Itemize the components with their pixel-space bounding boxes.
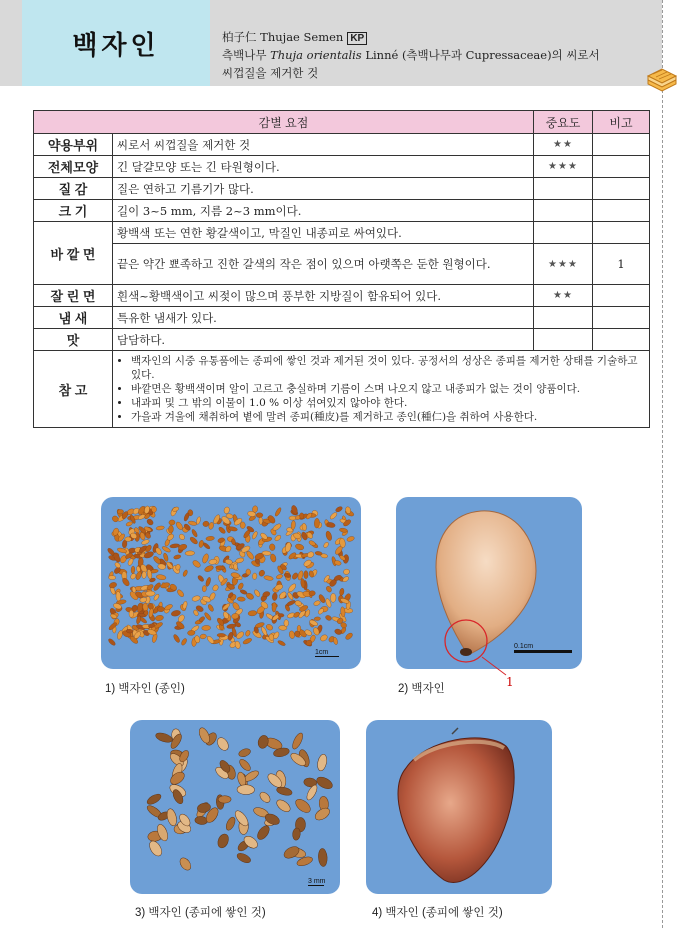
seed-kernel — [151, 506, 157, 512]
row-text: 길이 3~5 mm, 지름 2~3 mm이다. — [113, 200, 534, 222]
table-row — [34, 200, 650, 222]
seed-kernel — [146, 518, 155, 526]
figure-3-scale — [308, 878, 326, 886]
seed-kernel — [182, 569, 188, 577]
seed-with-coat — [195, 816, 208, 825]
seed-kernel — [240, 522, 245, 529]
seeds-with-coat — [130, 720, 340, 894]
seed-kernel — [231, 538, 236, 545]
seed-kernel — [343, 568, 350, 575]
importance-stars: ★★ — [534, 285, 593, 307]
seed-kernel — [252, 505, 258, 512]
seed-kernel — [187, 630, 195, 636]
seed-kernel — [111, 515, 119, 523]
seed-with-coat — [282, 844, 301, 860]
scale-label: 0.1cm — [514, 643, 534, 650]
seed-kernel — [339, 588, 344, 596]
row-note — [593, 222, 650, 244]
seed-kernel — [300, 578, 305, 588]
seed-kernel — [196, 516, 201, 524]
seed-kernel — [323, 541, 330, 548]
callout-number: 1 — [506, 675, 514, 689]
seed-kernel — [217, 633, 226, 637]
row-note — [593, 134, 650, 156]
seed-kernel — [270, 553, 277, 562]
seed-kernel — [295, 543, 305, 551]
seed-kernel — [339, 528, 348, 533]
seed-kernel — [329, 511, 338, 520]
row-text: 씨로서 씨껍질을 제거한 것 — [113, 134, 534, 156]
seed-kernel — [246, 569, 251, 575]
seed-with-coat — [315, 775, 334, 791]
reference-notes — [113, 351, 650, 428]
seed-kernel — [116, 591, 122, 601]
seed-kernel — [248, 610, 257, 616]
figure-1-caption: 1) 백자인 (종인) — [105, 683, 185, 695]
seed-kernel — [235, 630, 245, 639]
seed-kernel — [202, 585, 206, 592]
row-label: 바 깥 면 — [34, 222, 113, 285]
reference-item: • 내과피 및 그 밖의 이물이 1.0 % 이상 섞여있지 않아야 한다. — [131, 396, 643, 410]
seed-kernel — [180, 638, 187, 646]
row-label: 약용부위 — [34, 134, 113, 156]
seed-kernel — [146, 591, 156, 596]
seed-kernel — [189, 536, 199, 545]
row-text: 황백색 또는 연한 황갈색이고, 막질인 내종피로 싸여있다. — [113, 222, 534, 244]
seed-kernel — [231, 572, 241, 579]
seed-kernel — [183, 512, 190, 522]
seed-kernel — [156, 574, 166, 580]
origin-text-2: Linné (측백나무과 Cupressaceae)의 씨로서 — [361, 48, 600, 62]
species-name: Thuja orientalis — [270, 48, 362, 62]
seed-kernel — [291, 572, 299, 580]
seed-kernel — [185, 551, 195, 556]
page-title: 백자인 — [72, 30, 160, 61]
importance-stars — [534, 329, 593, 351]
seed-kernel — [204, 564, 215, 573]
row-note — [593, 156, 650, 178]
seed-kernel — [135, 571, 142, 581]
table-row — [34, 156, 650, 178]
row-note — [593, 329, 650, 351]
seed-kernel — [202, 520, 209, 527]
row-text: 질은 연하고 기름기가 많다. — [113, 178, 534, 200]
seed-kernel — [176, 589, 185, 598]
row-text: 긴 달걀모양 또는 긴 타원형이다. — [113, 156, 534, 178]
seed-kernel — [114, 561, 122, 568]
seed-with-coat — [238, 758, 253, 773]
row-label: 잘 린 면 — [34, 285, 113, 307]
table-row — [34, 222, 650, 244]
seed-kernel — [202, 625, 211, 631]
row-note: 1 — [593, 244, 650, 285]
table-row — [34, 285, 650, 307]
seed-kernel — [204, 612, 213, 621]
seed-kernel — [309, 590, 316, 596]
seed-with-coat — [275, 798, 293, 814]
seed-kernel — [284, 620, 289, 627]
scale-bar — [315, 656, 339, 657]
row-text: 끝은 약간 뾰족하고 진한 갈색의 작은 점이 있으며 아랫쪽은 둔한 원형이다. — [113, 244, 534, 285]
seed-kernel — [277, 640, 286, 647]
seed-with-coat — [147, 839, 164, 858]
seed-kernel — [207, 604, 214, 613]
seed-kernel — [205, 577, 212, 587]
importance-stars — [534, 200, 593, 222]
seed-kernel — [191, 529, 198, 538]
seed-kernel — [314, 617, 321, 621]
single-seed-with-coat — [366, 720, 552, 894]
seed-kernel — [274, 507, 282, 517]
seed-kernel — [342, 576, 350, 583]
seed-kernel — [325, 530, 333, 541]
seed-kernel — [109, 575, 116, 579]
seed-with-coat — [165, 808, 178, 827]
seed-kernel — [125, 537, 132, 542]
seed-with-coat — [218, 796, 231, 804]
seed-kernel — [263, 575, 273, 581]
seed-kernel — [197, 575, 205, 583]
seed-kernel — [291, 520, 296, 529]
table-row — [34, 329, 650, 351]
seed-kernel — [332, 637, 338, 645]
scale-label: 3 mm — [308, 878, 326, 885]
seed-kernel — [191, 595, 200, 602]
table-row — [34, 351, 650, 428]
seed-kernel — [245, 630, 251, 637]
table-row — [34, 244, 650, 285]
row-label: 전체모양 — [34, 156, 113, 178]
importance-stars — [534, 178, 593, 200]
seed-kernel — [182, 601, 188, 610]
table-row — [34, 178, 650, 200]
callout-leader-line — [480, 655, 520, 680]
seed-kernel — [175, 564, 180, 571]
figure-3-image — [130, 720, 340, 894]
seed-kernel — [335, 506, 343, 513]
seed-kernel — [304, 571, 308, 579]
seed-with-coat — [236, 852, 252, 865]
row-label: 크 기 — [34, 200, 113, 222]
importance-stars: ★★★ — [534, 156, 593, 178]
seed-kernel — [314, 518, 320, 528]
origin-text-3: 씨껍질을 제거한 것 — [222, 66, 319, 80]
book-stack-icon — [644, 66, 680, 92]
row-label: 냄 새 — [34, 307, 113, 329]
seed-kernel — [237, 597, 245, 602]
header-points: 감별 요점 — [34, 111, 534, 134]
seed-with-coat — [291, 732, 305, 751]
seed-kernel — [346, 536, 355, 543]
reference-item: • 가을과 겨울에 채취하여 볕에 말려 종피(種皮)를 제거하고 종인(種仁)을 취하여 사용한다. — [131, 410, 643, 424]
seed-kernel — [334, 628, 343, 635]
seed-kernel — [178, 533, 186, 541]
identification-table — [33, 110, 650, 428]
seed-kernel — [313, 600, 321, 607]
header-importance: 중요도 — [534, 111, 593, 134]
seed-kernel — [330, 593, 336, 602]
table-row — [34, 307, 650, 329]
seed-kernel — [325, 614, 333, 621]
seed-kernel — [212, 584, 220, 592]
seed-kernel — [319, 634, 328, 643]
seed-kernel — [315, 551, 323, 556]
seed-with-coat — [237, 785, 255, 795]
seed-kernel — [169, 520, 176, 526]
seed-with-coat — [292, 828, 301, 841]
seed-kernel — [116, 630, 123, 640]
seed-with-coat — [258, 790, 272, 804]
header-description — [222, 28, 652, 82]
seed-with-coat — [178, 856, 193, 872]
seed-kernel — [152, 582, 161, 592]
seed-kernel — [201, 553, 209, 564]
scale-bar — [308, 885, 324, 886]
kp-badge: KP — [347, 32, 367, 45]
seed-with-coat — [155, 731, 174, 744]
seed-kernel — [284, 542, 292, 553]
figure-1-image — [101, 497, 361, 669]
seed-with-coat — [318, 848, 328, 867]
page-edge-dashed-line — [662, 0, 663, 928]
reference-item: • 백자인의 시중 유통품에는 종피에 쌓인 것과 제거된 것이 있다. 공정서의 성상은 종피를 제거한 상태를 기술하고 있다. — [131, 354, 643, 382]
seed-kernel — [107, 638, 116, 647]
seed-with-coat — [316, 753, 328, 771]
seed-kernel — [200, 634, 207, 640]
seed-kernel — [192, 559, 202, 569]
seed-kernel — [299, 513, 304, 519]
origin-text-1: 측백나무 — [222, 48, 271, 62]
importance-stars — [534, 222, 593, 244]
figure-4-caption: 4) 백자인 (종피에 쌓인 것) — [372, 907, 503, 919]
seed-kernel — [218, 526, 227, 535]
row-text: 담담하다. — [113, 329, 534, 351]
reference-label: 참 고 — [34, 351, 113, 428]
seed-with-coat — [255, 824, 271, 842]
seed-kernel — [173, 634, 181, 644]
figure-3-caption: 3) 백자인 (종피에 쌓인 것) — [135, 907, 266, 919]
reference-item: • 바깥면은 황백색이며 알이 고르고 충실하며 기름이 스며 나오지 않고 내종피가 없는 것이 양품이다. — [131, 382, 643, 396]
seed-kernel — [156, 525, 165, 530]
seed-kernel — [252, 573, 257, 580]
row-label: 맛 — [34, 329, 113, 351]
seed-kernel — [306, 551, 315, 559]
seed-kernel — [206, 536, 215, 541]
scale-bar — [514, 650, 572, 653]
title-box — [22, 0, 210, 86]
seed-kernel — [256, 513, 263, 518]
seed-kernel — [188, 520, 197, 526]
row-note — [593, 178, 650, 200]
seed-kernel — [276, 574, 284, 580]
seed-with-coat — [146, 792, 163, 806]
seed-kernel — [235, 557, 244, 564]
importance-stars: ★★ — [534, 134, 593, 156]
figure-2-scale — [514, 643, 572, 653]
seed-kernel — [278, 591, 287, 601]
seed-kernel — [155, 615, 164, 622]
row-label: 질 감 — [34, 178, 113, 200]
seed-kernel — [297, 625, 301, 631]
seed-kernel — [233, 563, 237, 570]
seed-with-coat — [257, 734, 270, 749]
seed-kernel — [326, 522, 336, 529]
row-note — [593, 285, 650, 307]
seed-kernel — [269, 543, 276, 551]
seed-kernel — [287, 583, 297, 594]
header-note: 비고 — [593, 111, 650, 134]
figure-1-scale — [315, 649, 339, 657]
seed-kernel — [289, 630, 296, 639]
table-row — [34, 134, 650, 156]
seed-with-coat — [224, 816, 236, 832]
seed-kernel — [344, 632, 353, 641]
seed-kernel — [131, 566, 135, 574]
seed-kernel — [208, 522, 214, 530]
seed-kernel — [253, 589, 261, 598]
seed-kernel — [239, 589, 247, 595]
figure-2-image — [396, 497, 582, 669]
seed-kernel — [274, 534, 282, 542]
importance-stars: ★★★ — [534, 244, 593, 285]
seed-kernel — [168, 525, 173, 533]
seed-kernel — [129, 572, 136, 580]
seed-with-coat — [216, 832, 231, 849]
seed-kernel — [109, 581, 118, 589]
seed-kernel — [173, 554, 181, 560]
row-text: 특유한 냄새가 있다. — [113, 307, 534, 329]
seed-kernel — [278, 613, 284, 617]
seed-kernel — [198, 540, 204, 548]
seed-kernel — [286, 599, 296, 607]
row-note — [593, 200, 650, 222]
latin-name: 柏子仁 Thujae Semen — [222, 30, 344, 44]
seed-with-coat — [215, 736, 231, 753]
seed-kernels-pile — [101, 497, 361, 669]
figure-4-image — [366, 720, 552, 894]
scale-label: 1cm — [315, 649, 329, 656]
seed-kernel — [237, 582, 244, 590]
seed-kernel — [272, 592, 278, 600]
row-note — [593, 307, 650, 329]
seed-kernel — [171, 609, 181, 617]
seed-with-coat — [238, 747, 252, 758]
seed-kernel — [223, 506, 230, 514]
seed-kernel — [284, 572, 292, 578]
figure-2-caption: 2) 백자인 — [398, 683, 445, 695]
row-text: 흰색~황백색이고 씨젖이 많으며 풍부한 지방질이 함유되어 있다. — [113, 285, 534, 307]
seed-kernel — [129, 610, 134, 617]
seed-kernel — [265, 623, 274, 631]
seed-kernel — [242, 637, 252, 645]
importance-stars — [534, 307, 593, 329]
